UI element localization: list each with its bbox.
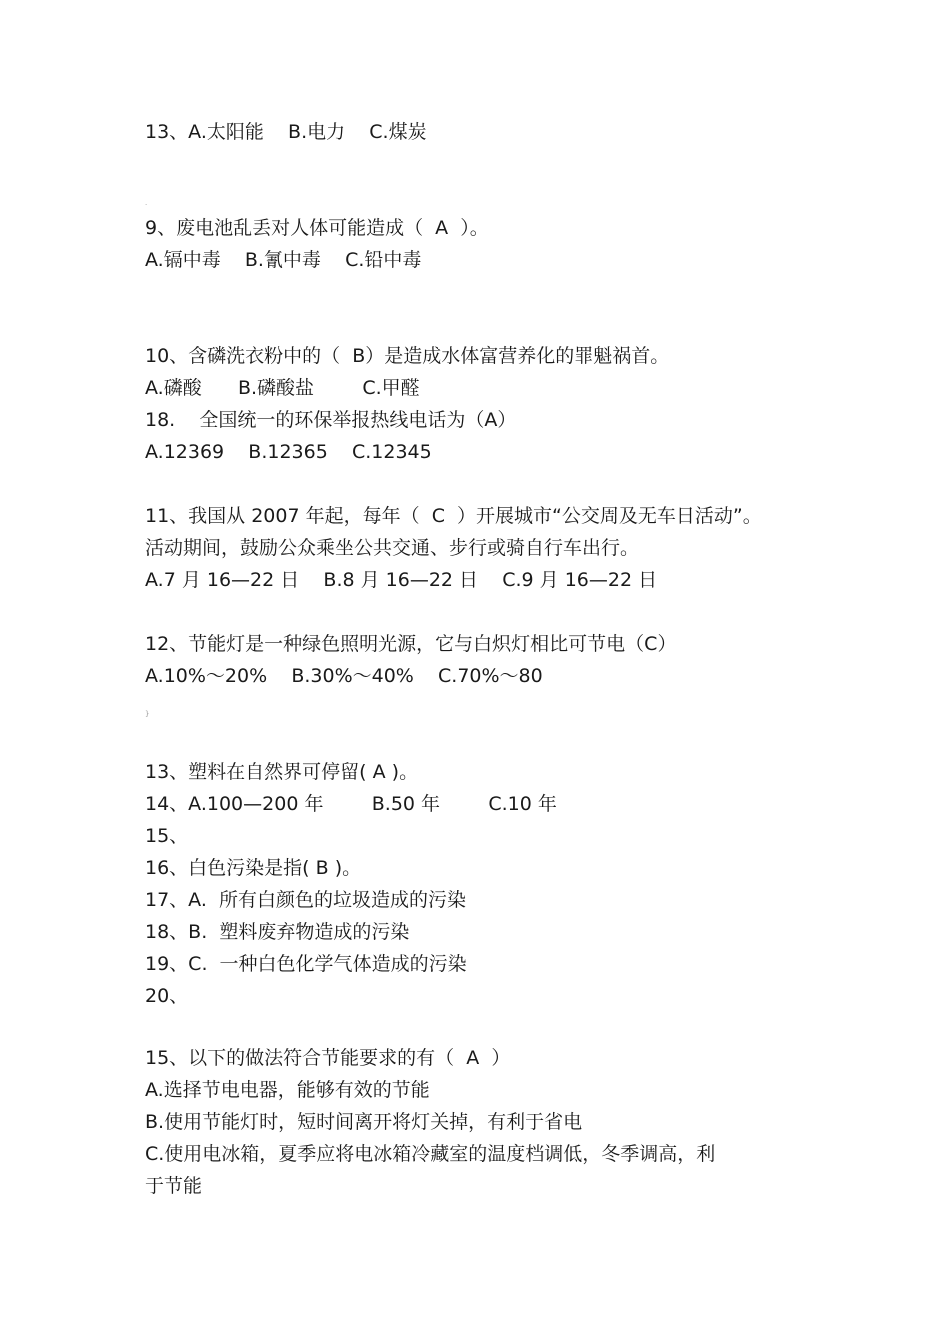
options-10: A.磷酸 B.磷酸盐 C.甲醛: [145, 377, 420, 399]
stray-mark: .: [145, 199, 148, 207]
list-item-14: 14、A.100—200 年 B.50 年 C.10 年: [145, 793, 557, 815]
list-item-17: 17、A. 所有白颜色的垃圾造成的污染: [145, 889, 466, 911]
options-9: A.镉中毒 B.氰中毒 C.铅中毒: [145, 249, 422, 271]
option-15-c-cont: 于节能: [145, 1175, 203, 1197]
list-item-19: 19、C. 一种白色化学气体造成的污染: [145, 953, 467, 975]
options-12: A.10%～20% B.30%～40% C.70%～80: [145, 665, 543, 687]
options-18: A.12369 B.12365 C.12345: [145, 441, 432, 463]
question-10: 10、含磷洗衣粉中的（ B）是造成水体富营养化的罪魁祸首。: [145, 345, 670, 367]
question-9: 9、废电池乱丢对人体可能造成（ A ）。: [145, 217, 489, 239]
option-15-c: C.使用电冰箱，夏季应将电冰箱冷藏室的温度档调低，冬季调高，利: [145, 1143, 716, 1165]
list-item-16: 16、白色污染是指( B )。: [145, 857, 362, 879]
question-11-cont: 活动期间，鼓励公众乘坐公共交通、步行或骑自行车出行。: [145, 537, 640, 559]
stray-mark: }: [145, 710, 150, 718]
list-item-20: 20、: [145, 985, 189, 1007]
question-18: 18. 全国统一的环保举报热线电话为（A）: [145, 409, 517, 431]
question-11: 11、我国从 2007 年起，每年（ C ）开展城市“公交周及无车日活动”。: [145, 505, 762, 527]
question-12: 12、节能灯是一种绿色照明光源，它与白炽灯相比可节电（C）: [145, 633, 677, 655]
text-line: 13、A.太阳能 B.电力 C.煤炭: [145, 121, 427, 143]
option-15-b: B.使用节能灯时，短时间离开将灯关掉，有利于省电: [145, 1111, 583, 1133]
option-15-a: A.选择节电电器，能够有效的节能: [145, 1079, 430, 1101]
question-15: 15、以下的做法符合节能要求的有（ A ）: [145, 1047, 511, 1069]
options-11: A.7 月 16—22 日 B.8 月 16—22 日 C.9 月 16—22 日: [145, 569, 658, 591]
list-item-15: 15、: [145, 825, 189, 847]
list-item-18: 18、B. 塑料废弃物造成的污染: [145, 921, 410, 943]
question-13: 13、塑料在自然界可停留( A )。: [145, 761, 419, 783]
